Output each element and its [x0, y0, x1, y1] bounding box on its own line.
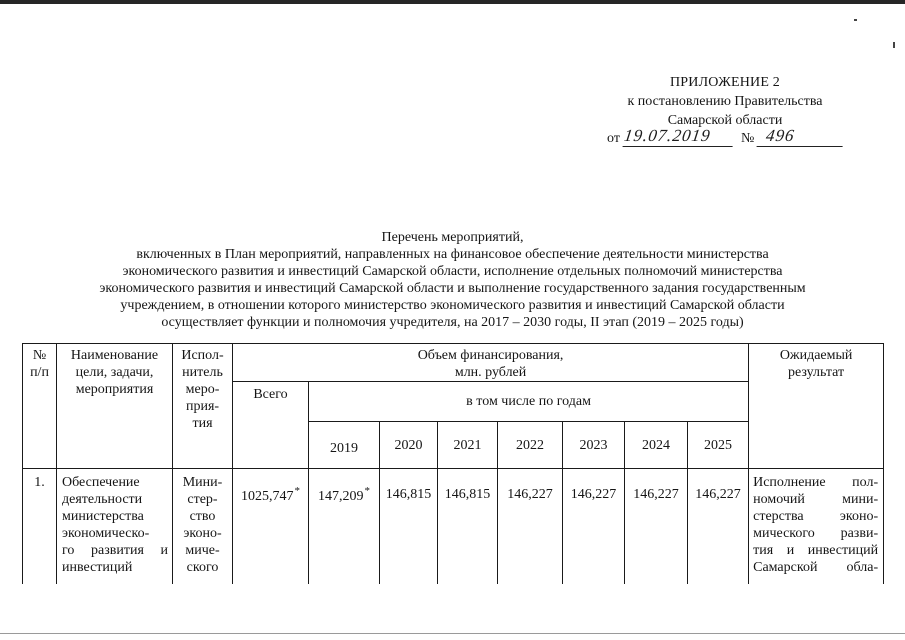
row-value-2021 [438, 469, 498, 584]
year-value: 146,815 [385, 487, 432, 502]
header-executor-line: Испол- [181, 348, 224, 363]
total-value: 1025,747 [241, 489, 294, 504]
year-value: 146,227 [633, 487, 679, 502]
header-funding-line: млн. рублей [454, 365, 527, 380]
header-total: Всего [233, 382, 309, 469]
number-prefix: № [741, 131, 755, 146]
row-executor-line: стер- [187, 492, 218, 507]
year-value: 146,227 [507, 487, 553, 502]
header-year: 2021 [438, 422, 498, 469]
year-value: 146,815 [444, 487, 491, 502]
header-result [749, 344, 884, 469]
header-result-line: результат [788, 365, 845, 380]
row-name-line: экономическо- [62, 526, 150, 541]
header-name-line: Наименование [70, 348, 159, 363]
heading-line: экономического развития и инвестиций Самарской области и выполнение государственного задания государственным [99, 281, 806, 296]
header-num-line: № [32, 348, 47, 363]
row-total [233, 469, 309, 584]
measures-table [22, 343, 884, 584]
header-executor-line: нитель [182, 365, 223, 380]
row-value-2022 [498, 469, 563, 584]
row-result-line: Самарской обла- [753, 560, 879, 575]
handwritten-date: 19.07.2019 [623, 126, 736, 147]
appendix-line-1: к постановлению Правительства [627, 94, 823, 109]
date-prefix: от [607, 131, 620, 146]
header-year: 2019 [309, 422, 380, 469]
row-executor-line: эконо- [183, 526, 222, 541]
row-executor-line: ство [189, 509, 216, 524]
row-result-line: мического разви- [753, 526, 879, 541]
header-executor [173, 344, 233, 469]
row-value-2019 [309, 469, 380, 584]
row-name-line: министерства [62, 509, 144, 524]
heading-line: экономического развития и инвестиций Самарской области, исполнение отдельных полномочий министерства [122, 264, 783, 279]
header-year: 2020 [380, 422, 438, 469]
appendix-line-2: Самарской области [667, 113, 783, 128]
header-num [23, 344, 57, 469]
appendix-date-line [607, 126, 847, 149]
handwritten-number: 496 [757, 126, 846, 147]
appendix-title: ПРИЛОЖЕНИЕ 2 [669, 75, 781, 90]
table-row [23, 469, 884, 584]
heading-line: учреждением, в отношении которого министерство экономического развития и инвестиций Самарской области [120, 298, 785, 313]
footnote-mark: * [294, 485, 300, 497]
scan-artifact [854, 19, 857, 21]
header-name [57, 344, 173, 469]
heading-line: Перечень мероприятий, [381, 230, 524, 245]
header-executor-line: прия- [185, 399, 220, 414]
footnote-mark: * [364, 485, 370, 497]
row-executor-line: ского [186, 560, 219, 575]
scan-artifact [893, 42, 895, 48]
header-name-line: мероприятия [75, 382, 154, 397]
row-num: 1. [23, 469, 57, 584]
row-result-line: Исполнение пол- [753, 475, 879, 490]
row-name-line: го развития и [62, 543, 168, 558]
row-executor [173, 469, 233, 584]
row-executor-line: миче- [185, 543, 220, 558]
row-result-line: номочий мини- [753, 492, 879, 507]
row-result-line: стерства эконо- [753, 509, 879, 524]
header-by-years: в том числе по годам [309, 382, 749, 422]
header-year: 2023 [563, 422, 625, 469]
row-result-line: тия и инвестиций [753, 543, 879, 558]
scan-top-edge [0, 0, 905, 4]
row-value-2020 [380, 469, 438, 584]
row-value-2025 [688, 469, 749, 584]
header-name-line: цели, задачи, [75, 365, 154, 380]
header-result-line: Ожидаемый [779, 348, 853, 363]
row-name [57, 469, 173, 584]
year-value: 146,227 [570, 487, 617, 502]
document-heading [0, 229, 905, 331]
row-result [749, 469, 884, 584]
header-year: 2025 [688, 422, 749, 469]
heading-line: включенных в План мероприятий, направленных на финансовое обеспечение деятельности министерства [136, 247, 769, 262]
header-executor-line: меро- [185, 382, 220, 397]
header-funding-line: Объем финансирования, [417, 348, 564, 363]
header-year: 2022 [498, 422, 563, 469]
row-name-line: инвестиций [62, 560, 133, 575]
header-executor-line: тия [192, 416, 213, 431]
scan-bottom-edge [0, 633, 905, 634]
header-num-line: п/п [30, 365, 49, 380]
row-name-line: Обеспечение [62, 475, 140, 490]
year-value: 147,209 [318, 489, 364, 504]
row-value-2024 [625, 469, 688, 584]
header-funding [233, 344, 749, 382]
row-executor-line: Мини- [182, 475, 223, 490]
header-year: 2024 [625, 422, 688, 469]
heading-line: осуществляет функции и полномочия учредителя, на 2017 – 2030 годы, II этап (2019 – 2025 годы) [161, 315, 744, 330]
year-value: 146,227 [695, 487, 741, 502]
row-value-2023 [563, 469, 625, 584]
row-name-line: деятельности [62, 492, 143, 507]
header-row-1 [23, 344, 884, 382]
appendix-block [610, 73, 840, 130]
